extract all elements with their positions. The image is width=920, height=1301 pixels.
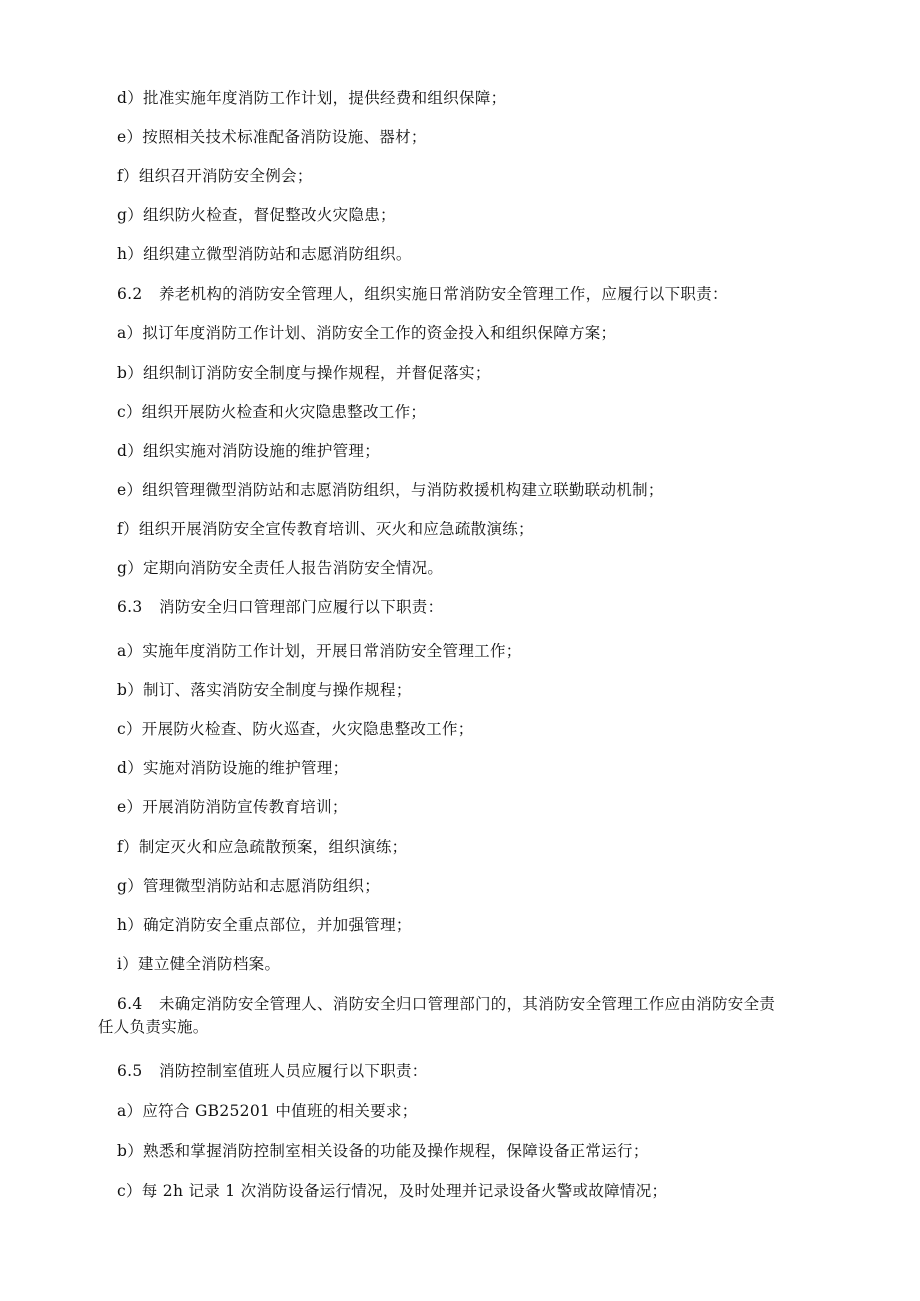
section-heading-text: 消防控制室值班人员应履行以下职责： (159, 1062, 428, 1080)
list-item: d）批准实施年度消防工作计划，提供经费和组织保障； (117, 89, 507, 107)
list-item: g）定期向消防安全责任人报告消防安全情况。 (117, 559, 444, 577)
list-item: f）制定灭火和应急疏散预案，组织演练； (117, 838, 408, 856)
section-heading-text: 养老机构的消防安全管理人，组织实施日常消防安全管理工作，应履行以下职责： (159, 285, 728, 303)
list-item: f）组织开展消防安全宣传教育培训、灭火和应急疏散演练； (117, 520, 534, 538)
section-number: 6.2 (117, 285, 143, 303)
list-item: a）实施年度消防工作计划，开展日常消防安全管理工作； (117, 642, 522, 660)
list-item: b）组织制订消防安全制度与操作规程，并督促落实； (117, 364, 491, 382)
section-number: 6.3 (117, 598, 143, 616)
list-item: e）组织管理微型消防站和志愿消防组织，与消防救援机构建立联勤联动机制； (117, 481, 664, 499)
list-item: a）拟订年度消防工作计划、消防安全工作的资金投入和组织保障方案； (117, 324, 617, 342)
section-heading-6-3 (117, 597, 443, 617)
list-item: c）每 2h 记录 1 次消防设备运行情况，及时处理并记录设备火警或故障情况； (117, 1182, 668, 1200)
list-item: a）应符合 GB25201 中值班的相关要求； (117, 1102, 418, 1120)
list-item: g）组织防火检查，督促整改火灾隐患； (117, 206, 396, 224)
list-item: f）组织召开消防安全例会； (117, 167, 313, 185)
list-item: i）建立健全消防档案。 (117, 955, 281, 973)
section-paragraph-text: 未确定消防安全管理人、消防安全归口管理部门的，其消防安全管理工作应由消防安全责 (159, 995, 776, 1013)
list-item: d）实施对消防设施的维护管理； (117, 759, 349, 777)
section-heading-6-2 (117, 284, 728, 304)
section-heading-6-5 (117, 1061, 428, 1081)
section-number: 6.5 (117, 1062, 143, 1080)
list-item: c）开展防火检查、防火巡查，火灾隐患整改工作； (117, 720, 474, 738)
list-item: e）开展消防消防宣传教育培训； (117, 798, 348, 816)
list-item: g）管理微型消防站和志愿消防组织； (117, 877, 381, 895)
list-item: h）确定消防安全重点部位，并加强管理； (117, 916, 412, 934)
section-paragraph-6-4 (117, 994, 775, 1014)
section-paragraph-continuation: 任人负责实施。 (98, 1018, 209, 1036)
list-item: h）组织建立微型消防站和志愿消防组织。 (117, 245, 412, 263)
list-item: b）熟悉和掌握消防控制室相关设备的功能及操作规程，保障设备正常运行； (117, 1142, 649, 1160)
list-item: e）按照相关技术标准配备消防设施、器材； (117, 128, 427, 146)
list-item: b）制订、落实消防安全制度与操作规程； (117, 681, 412, 699)
list-item: c）组织开展防火检查和火灾隐患整改工作； (117, 403, 427, 421)
section-number: 6.4 (117, 995, 143, 1013)
section-heading-text: 消防安全归口管理部门应履行以下职责： (159, 598, 444, 616)
list-item: d）组织实施对消防设施的维护管理； (117, 442, 381, 460)
